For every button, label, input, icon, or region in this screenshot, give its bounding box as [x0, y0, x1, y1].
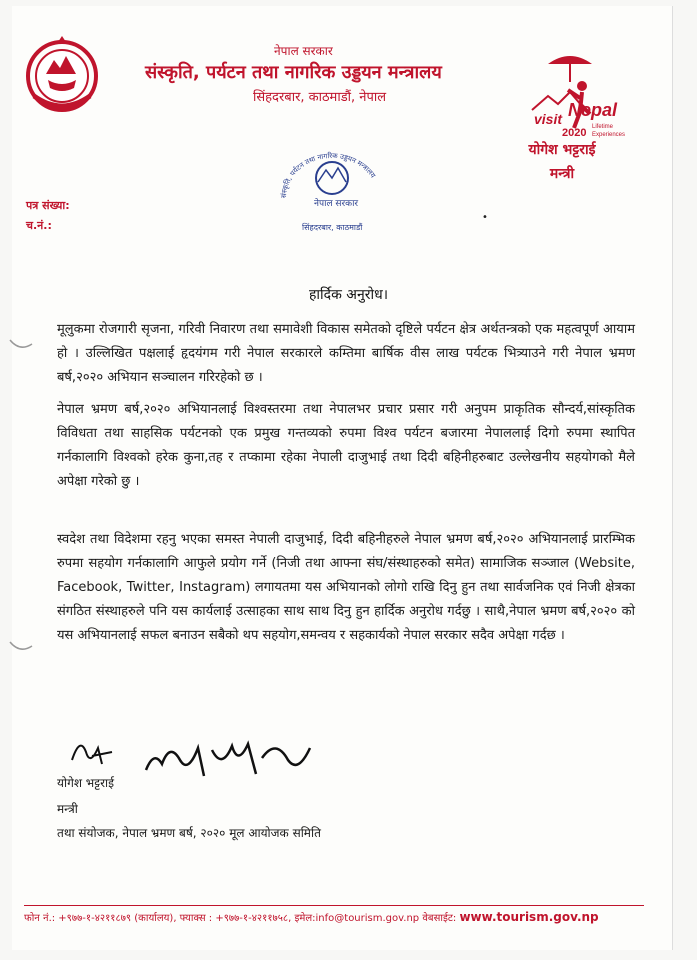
footer-contact-text: फोन नं.: +९७७-१-४२११८७९ (कार्यालय), फ्याक्स : +९७७-१-४२११७५८, इमेल:info@tourism.gov.np वेबसाईट: [24, 913, 457, 924]
ministry-title: संस्कृति, पर्यटन तथा नागरिक उड्डयन मन्त्रालय [145, 62, 442, 83]
minister-block [497, 140, 627, 188]
svg-text:Nepal: Nepal [568, 100, 618, 120]
svg-text:2020: 2020 [562, 127, 587, 139]
svg-text:संस्कृति, पर्यटन तथा नागरिक उड: संस्कृति, पर्यटन तथा नागरिक उड्डयन मन्त्रालय [279, 151, 377, 199]
ministry-stamp [272, 150, 392, 240]
paragraph-2: नेपाल भ्रमण बर्ष,२०२० अभियानलाई विश्वस्तरमा तथा नेपालभर प्रचार प्रसार गरी अनुपम प्राकृतिक सौन्दर्य,सांस्कृतिक विविधता तथा साहसिक पर्यटनको एक प्रमुख गन्तव्यको रुपमा विश्व पर्यटन बजारमा नेपाललाई दिगो रुपमा स्थापित गर्नकालागि विश्वको हरेक कुना,तह र तप्कामा रहेका नेपाली दाजुभाई तथा दिदी बहिनीहरुबाट उल्लेखनीय सहयोगको मैले अपेक्षा गरेको छु । [57, 402, 635, 489]
dispatch-number-label: च.नं.: [26, 219, 52, 232]
footer-divider [24, 905, 644, 906]
letter-subject: हार्दिक अनुरोध। [308, 287, 389, 303]
svg-text:सिंहदरबार, काठमाडौं: सिंहदरबार, काठमाडौं [302, 223, 363, 232]
ministry-address: सिंहदरबार, काठमाडौं, नेपाल [253, 90, 387, 105]
svg-text:Experiences: Experiences [592, 132, 626, 138]
footer-website-link[interactable]: www.tourism.gov.np [459, 910, 599, 924]
footer-contact [24, 910, 644, 924]
signatory-name: योगेश भट्टराई [57, 776, 115, 790]
punch-mark [6, 338, 36, 352]
letter-number-label: पत्र संख्या: [26, 199, 70, 212]
paragraph-3: स्वदेश तथा विदेशमा रहनु भएका समस्त नेपाली दाजुभाई, दिदी बहिनीहरुले नेपाल भ्रमण बर्ष,२०२० अभियानलाई प्रारम्भिक रुपमा सहयोग गर्नकालागि आफुले प्रयोग गर्ने (निजी तथा आफ्ना संघ/संस्थाहरुको समेत) सामाजिक सञ्जाल (Website, Facebook, Twitter, Instagram) लगायतमा यस अभियानको लोगो राखि दिनु हुन तथा सार्वजनिक एवं निजी क्षेत्रका संगठित संस्थाहरुले पनि यस कार्यलाई उत्साहका साथ साथ दिनु हुन हार्दिक अनुरोध गर्दछु । साथै,नेपाल भ्रमण बर्ष,२०२० को यस अभियानलाई सफल बनाउन सबैको थप सहयोग,समन्वय र सहकार्यको नेपाल सरकार सदैव अपेक्षा गर्दछ । [57, 532, 635, 643]
paragraph-1: मूलुकमा रोजगारी सृजना, गरिवी निवारण तथा समावेशी विकास समेतको दृष्टिले पर्यटन क्षेत्र अर्थतन्त्रको एक महत्वपूर्ण आयाम हो । उल्लिखित पक्षलाई हृदयंगम गरी नेपाल सरकारले कम्तिमा बार्षिक वीस लाख पर्यटक भित्र्याउने गरी नेपाल भ्रमण बर्ष,२०२० अभियान सञ्चालन गरिरहेको छ । [57, 322, 635, 385]
ink-dot: • [482, 212, 488, 223]
svg-text:Lifetime: Lifetime [592, 124, 614, 130]
government-title: नेपाल सरकार [274, 44, 333, 58]
visit-nepal-2020-logo [528, 50, 638, 142]
minister-name: योगेश भट्टराई [528, 142, 596, 158]
svg-text:visit: visit [534, 111, 563, 127]
reference-block [26, 196, 70, 236]
svg-text:नेपाल सरकार: नेपाल सरकार [314, 199, 359, 209]
signatory-title: मन्त्री [57, 802, 78, 816]
punch-mark [6, 640, 36, 654]
minister-title: मन्त्री [549, 166, 575, 182]
signatory-role: तथा संयोजक, नेपाल भ्रमण बर्ष, २०२० मूल आयोजक समिति [57, 826, 321, 840]
nepal-emblem-icon [24, 36, 100, 116]
